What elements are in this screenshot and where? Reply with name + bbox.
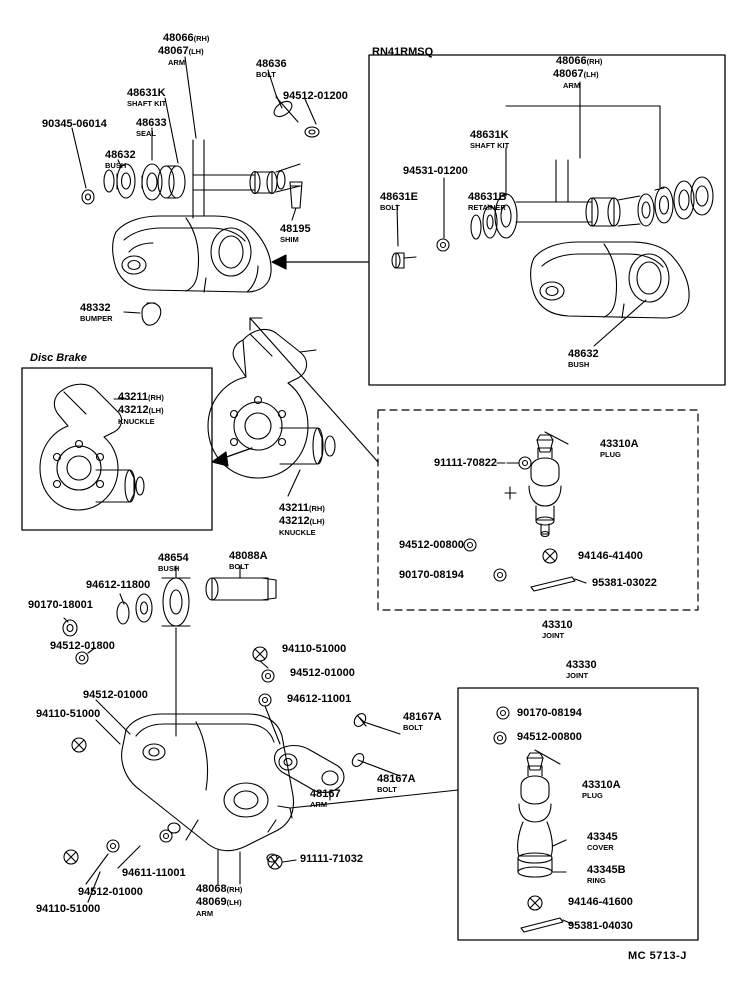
- label-94110-51000-b: 94110-51000: [282, 643, 347, 655]
- label-48069: 48069(LH) ARM: [196, 896, 242, 918]
- label-90170-18001: 90170-18001: [28, 599, 93, 611]
- label-94612-11800: 94612-11800: [86, 579, 151, 591]
- box-title-disc-brake: Disc Brake: [30, 352, 87, 364]
- label-48167a-top: 48167A BOLT: [403, 711, 442, 732]
- label-43310-joint: 43310 JOINT: [542, 619, 573, 640]
- label-94110-51000-c: 94110-51000: [36, 903, 101, 915]
- label-48195: 48195 SHIM: [280, 223, 311, 244]
- box-title-rn41rmsq: RN41RMSQ: [372, 46, 434, 58]
- label-94512-01000-c: 94512-01000: [78, 886, 143, 898]
- label-90170-08194-b: 90170-08194: [517, 707, 582, 719]
- label-48332: 48332 BUMPER: [80, 302, 113, 323]
- label-95381-03022: 95381-03022: [592, 577, 657, 589]
- label-48632-top: 48632 BUSH: [105, 149, 136, 170]
- label-94512-01000-b: 94512-01000: [290, 667, 355, 679]
- label-94146-41600: 94146-41600: [568, 896, 633, 908]
- label-94110-51000-a: 94110-51000: [36, 708, 101, 720]
- label-48066-right: 48066(RH): [556, 55, 603, 67]
- label-48636: 48636 BOLT: [256, 58, 287, 79]
- label-48654: 48654 BUSH: [158, 552, 189, 573]
- label-43330-joint: 43330 JOINT: [566, 659, 597, 680]
- label-48631k-right: 48631K SHAFT KIT: [470, 129, 510, 150]
- label-90345-06014: 90345-06014: [42, 118, 107, 130]
- label-43212-mid: 43212(LH) KNUCKLE: [279, 515, 325, 537]
- label-94512-01000-a: 94512-01000: [83, 689, 148, 701]
- label-94512-00800: 94512-00800: [399, 539, 464, 551]
- label-94531-01200: 94531-01200: [403, 165, 468, 177]
- label-94611-11001: 94611-11001: [122, 867, 186, 879]
- label-48167a-bottom: 48167A BOLT: [377, 773, 416, 794]
- label-94512-01200: 94512-01200: [283, 90, 348, 102]
- label-91111-70822: 91111-70822: [434, 457, 498, 469]
- label-43310a-top: 43310A PLUG: [600, 438, 639, 459]
- label-43211-disc: 43211(RH): [118, 391, 164, 403]
- label-48067-right: 48067(LH) ARM: [553, 68, 599, 90]
- label-48632-right: 48632 BUSH: [568, 348, 599, 369]
- diagram-code: MC 5713-J: [628, 950, 687, 962]
- label-94512-01800: 94512-01800: [50, 640, 115, 652]
- label-43310a-bottom: 43310A PLUG: [582, 779, 621, 800]
- label-94512-00800-b: 94512-00800: [517, 731, 582, 743]
- label-43345b: 43345B RING: [587, 864, 626, 885]
- label-43345: 43345 COVER: [587, 831, 618, 852]
- label-43211-mid: 43211(RH): [279, 502, 325, 514]
- label-43212-disc: 43212(LH) KNUCKLE: [118, 404, 164, 426]
- label-95381-04030: 95381-04030: [568, 920, 633, 932]
- label-48068: 48068(RH): [196, 883, 243, 895]
- label-48631k-top: 48631K SHAFT KIT: [127, 87, 167, 108]
- label-91111-71032: 91111-71032: [300, 853, 364, 865]
- label-48633: 48633 SEAL: [136, 117, 167, 138]
- label-48067-top: 48067(LH) ARM: [158, 45, 204, 67]
- label-48167: 48167 ARM: [310, 788, 341, 809]
- label-94146-41400: 94146-41400: [578, 550, 643, 562]
- label-48088a: 48088A BOLT: [229, 550, 268, 571]
- label-90170-08194-a: 90170-08194: [399, 569, 464, 581]
- label-48631e: 48631E BOLT: [380, 191, 418, 212]
- label-48631b: 48631B RETAINER: [468, 191, 507, 212]
- label-94612-11001: 94612-11001: [287, 693, 352, 705]
- label-48066-top: 48066(RH): [163, 32, 210, 44]
